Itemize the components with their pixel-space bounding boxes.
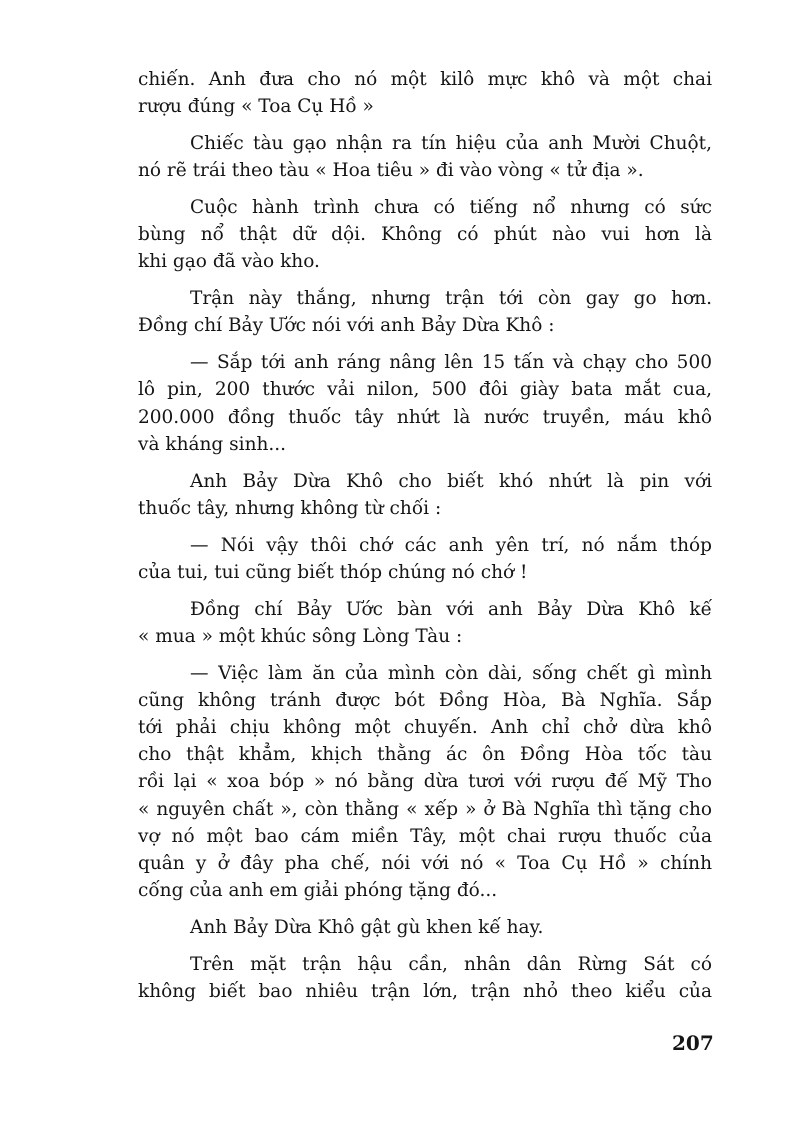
text-line: nó rẽ trái theo tàu « Hoa tiêu » đi vào vòng « tử địa ». (138, 160, 644, 182)
paragraph (86, 130, 712, 184)
text-line: cũng không tránh được bót Đồng Hòa, Bà Nghĩa. Sắp (138, 689, 712, 711)
text-line: quân y ở đây pha chế, nói với nó « Toa Cụ Hồ » chính (138, 853, 712, 875)
text-line: không biết bao nhiêu trận lớn, trận nhỏ theo kiểu của (138, 981, 712, 1003)
text-line: lô pin, 200 thước vải nilon, 500 đôi giày bata mắt cua, (138, 379, 712, 401)
paragraph (86, 194, 712, 276)
text-line: Chiếc tàu gạo nhận ra tín hiệu của anh Mười Chuột, (190, 133, 712, 154)
text-line: Anh Bảy Dừa Khô cho biết khó nhứt là pin với (190, 470, 712, 492)
text-line: Trên mặt trận hậu cần, nhân dân Rừng Sát có (190, 953, 712, 975)
paragraph (86, 349, 712, 458)
text-line: Anh Bảy Dừa Khô gật gù khen kế hay. (190, 917, 544, 939)
text-line: cống của anh em giải phóng tặng đó... (138, 880, 498, 902)
text-line: Đồng chí Bảy Ước bàn với anh Bảy Dừa Khô kế (190, 598, 712, 620)
text-line: bùng nổ thật dữ dội. Không có phút nào vui hơn là (138, 224, 712, 246)
text-line: khi gạo đã vào kho. (138, 251, 320, 273)
paragraph (86, 951, 712, 1005)
paragraph (86, 660, 712, 905)
text-line: Trận này thắng, nhưng trận tới còn gay go hơn. (190, 288, 712, 310)
text-line: rồi lại « xoa bóp » nó bằng dừa tươi với rượu đế Mỹ Tho (138, 771, 712, 793)
text-line: Đồng chí Bảy Ước nói với anh Bảy Dừa Khô : (138, 315, 555, 337)
text-line: « mua » một khúc sông Lòng Tàu : (138, 625, 463, 647)
text-line: và kháng sinh... (138, 433, 287, 455)
text-line: — Nói vậy thôi chớ các anh yên trí, nó nắm thóp (190, 534, 712, 556)
paragraph (86, 596, 712, 650)
paragraph (86, 468, 712, 522)
page-number: 207 (672, 1031, 714, 1055)
text-line: « nguyên chất », còn thằng « xếp » ở Bà Nghĩa thì tặng cho (138, 798, 712, 820)
text-line: — Việc làm ăn của mình còn dài, sống chết gì mình (190, 662, 712, 684)
paragraph (86, 66, 712, 120)
text-line: thuốc tây, nhưng không từ chối : (138, 497, 442, 519)
text-line: rượu đúng « Toa Cụ Hồ » (138, 96, 374, 118)
text-line: của tui, tui cũng biết thóp chúng nó chớ ! (138, 561, 528, 583)
paragraph (86, 285, 712, 339)
body-text (86, 66, 712, 1015)
text-line: chiến. Anh đưa cho nó một kilô mực khô và một chai (138, 69, 712, 90)
text-line: — Sắp tới anh ráng nâng lên 15 tấn và chạy cho 500 (190, 352, 712, 374)
text-line: vợ nó một bao cám miền Tây, một chai rượu thuốc của (138, 825, 712, 847)
text-line: cho thật khẳm, khịch thằng ác ôn Đồng Hòa tốc tàu (138, 744, 712, 766)
text-line: Cuộc hành trình chưa có tiếng nổ nhưng có sức (190, 197, 712, 218)
paragraph (86, 532, 712, 586)
paragraph (86, 914, 712, 941)
text-line: tới phải chịu không một chuyến. Anh chỉ chở dừa khô (138, 717, 712, 739)
text-line: 200.000 đồng thuốc tây nhứt là nước truyền, máu khô (138, 406, 712, 428)
